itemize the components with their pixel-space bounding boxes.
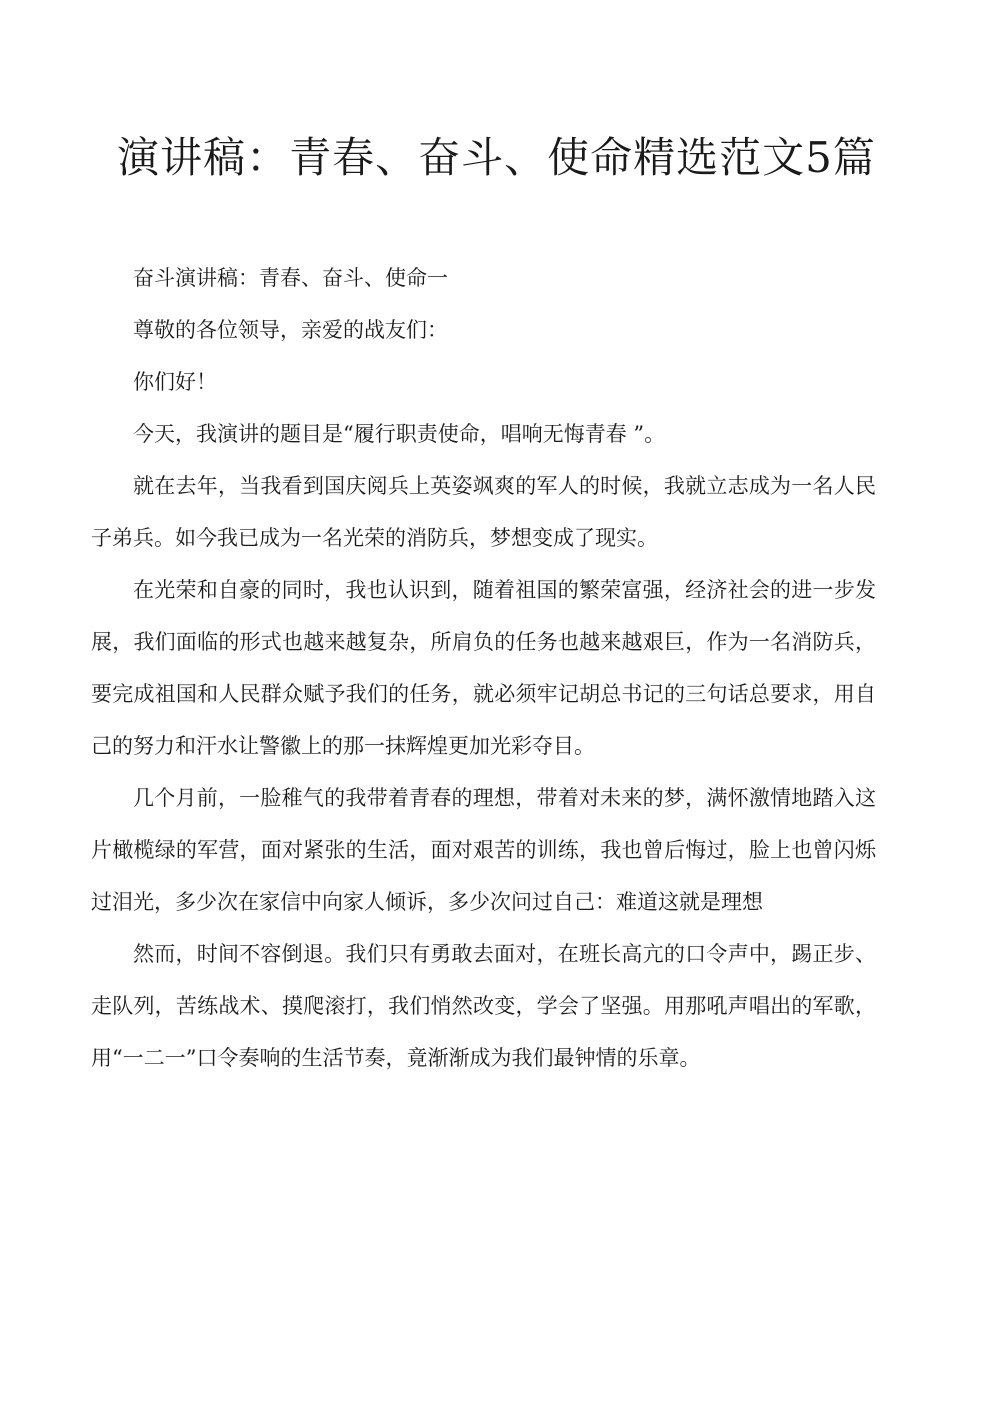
paragraph-salutation: 尊敬的各位领导，亲爱的战友们： [133, 318, 448, 342]
page-title: 演讲稿：青春、奋斗、使命精选范文5篇 [117, 133, 876, 182]
paragraph-subtitle: 奋斗演讲稿：青春、奋斗、使命一 [133, 266, 448, 290]
document-body [91, 252, 876, 1084]
paragraph: 然而，时间不容倒退。我们只有勇敢去面对，在班长高亢的口令声中，踢正步、走队列，苦练战术、摸爬滚打，我们悄然改变，学会了坚强。用那吼声唱出的军歌，用“一二一”口令奏响的生活节奏，竟渐渐成为我们最钟情的乐章。 [91, 942, 876, 1070]
paragraph: 就在去年，当我看到国庆阅兵上英姿飒爽的军人的时候，我就立志成为一名人民子弟兵。如今我已成为一名光荣的消防兵，梦想变成了现实。 [91, 474, 876, 550]
paragraph: 几个月前，一脸稚气的我带着青春的理想，带着对未来的梦，满怀激情地踏入这片橄榄绿的军营，面对紧张的生活，面对艰苦的训练，我也曾后悔过，脸上也曾闪烁过泪光，多少次在家信中向家人倾诉，多少次问过自己：难道这就是理想 [91, 786, 876, 914]
paragraph: 在光荣和自豪的同时，我也认识到，随着祖国的繁荣富强，经济社会的进一步发展，我们面临的形式也越来越复杂，所肩负的任务也越来越艰巨，作为一名消防兵，要完成祖国和人民群众赋予我们的任务，就必须牢记胡总书记的三句话总要求，用自己的努力和汗水让警徽上的那一抹辉煌更加光彩夺目。 [91, 578, 876, 758]
paragraph: 今天，我演讲的题目是“履行职责使命，唱响无悔青春 ”。 [133, 422, 666, 446]
paragraph-greeting: 你们好！ [133, 370, 217, 394]
